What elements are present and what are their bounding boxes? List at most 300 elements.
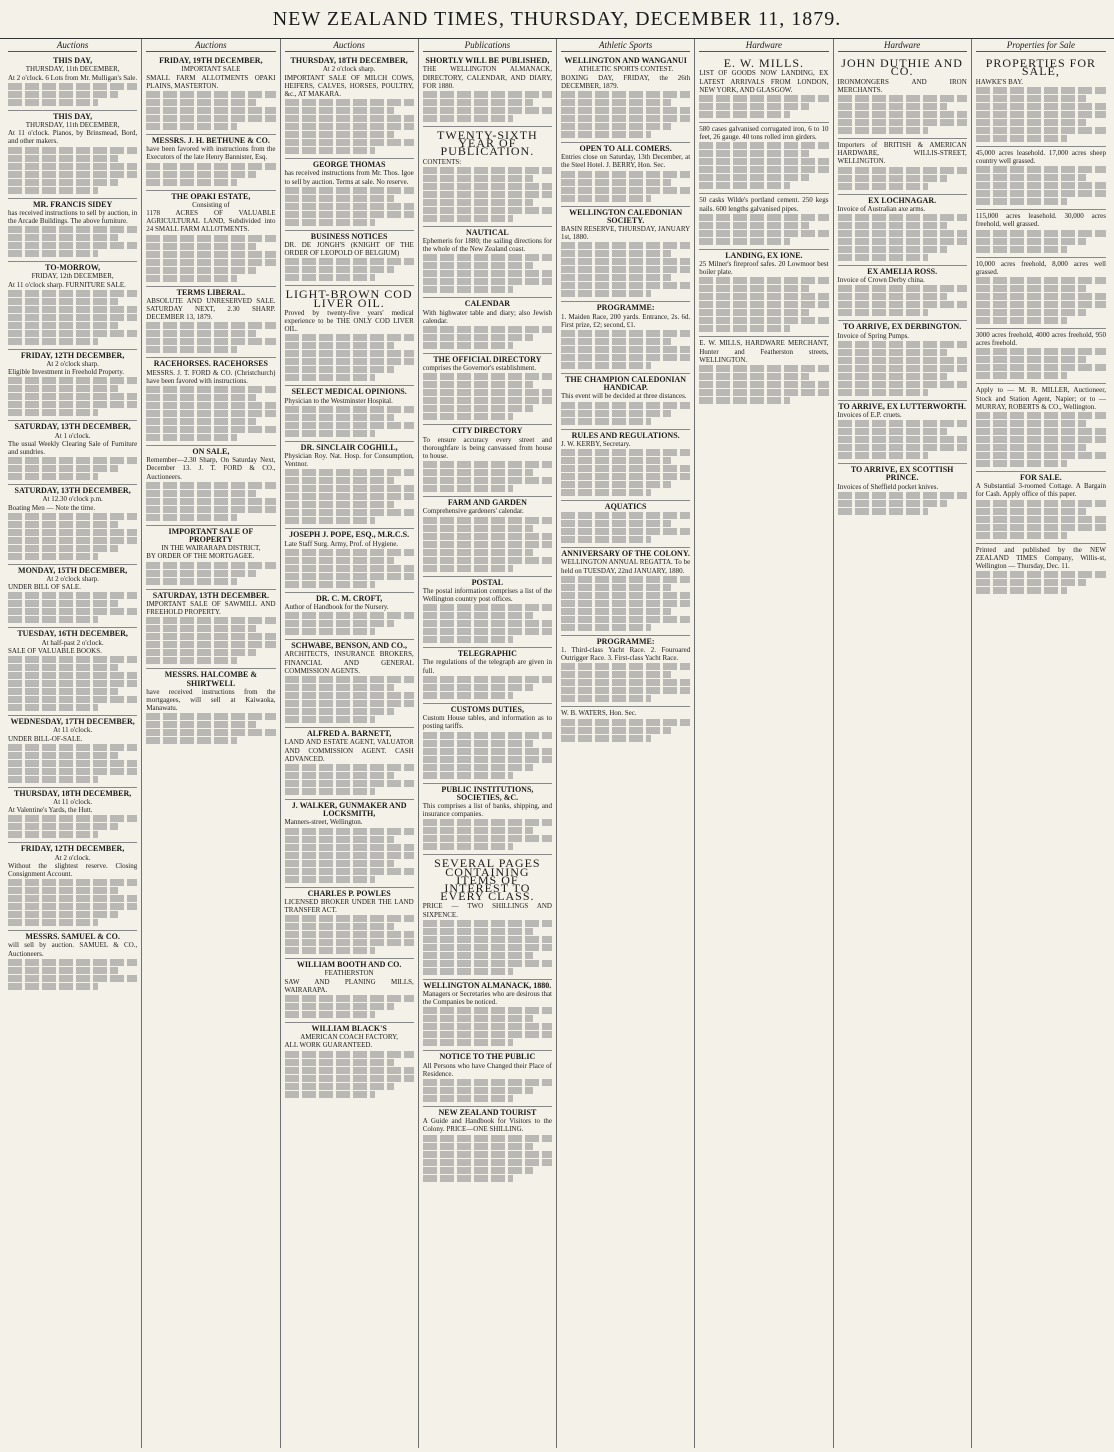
ad-body: WELLINGTON ANNUAL REGATTA. To be held on TUESDAY, 22nd JANUARY, 1880.	[561, 558, 691, 575]
ad-body: THE WELLINGTON ALMANACK, DIRECTORY, CALENDAR, AND DIARY, FOR 1880.	[422, 65, 552, 90]
text-line-placeholder	[423, 628, 552, 635]
text-line-placeholder	[561, 695, 651, 702]
ad-title: SCHWABE, BENSON, AND CO.,	[291, 641, 408, 651]
text-line-placeholder	[976, 238, 1087, 245]
text-line-placeholder	[838, 508, 928, 515]
ad-title: MESSRS. SAMUEL & CO.	[25, 932, 120, 942]
text-line-placeholder	[8, 983, 98, 990]
ad-body: DR. DE JONGH'S (KNIGHT OF THE ORDER OF LEOPOLD OF BELGIUM)	[284, 241, 414, 258]
ad-body: Custom House tables, and information as to posting tariffs.	[422, 714, 552, 731]
text-line-placeholder	[423, 167, 552, 174]
text-line-placeholder	[285, 1067, 414, 1074]
text-line-placeholder	[285, 868, 414, 875]
text-line-placeholder	[423, 827, 533, 834]
text-line-placeholder	[146, 713, 275, 720]
text-line-placeholder	[146, 386, 275, 393]
ad-display-heading: JOHN DUTHIE AND CO.	[841, 56, 963, 79]
advertisement	[976, 55, 1106, 147]
text-line-placeholder	[285, 477, 395, 484]
ad-title: NAUTICAL	[466, 227, 509, 237]
text-line-placeholder	[699, 285, 809, 292]
advertisement	[8, 565, 137, 629]
ad-subtitle: THURSDAY, 11th DECEMBER,	[25, 121, 120, 130]
ad-subtitle: IN THE WAIRARAPA DISTRICT,	[161, 544, 261, 553]
column	[419, 39, 557, 1448]
text-line-placeholder	[561, 330, 690, 337]
column	[4, 39, 142, 1448]
text-line-placeholder	[561, 123, 671, 130]
text-line-placeholder	[8, 187, 98, 194]
text-line-placeholder	[423, 262, 533, 269]
ad-body: Eligible Investment in Freehold Property.	[8, 368, 124, 377]
ad-body: UNDER BILL-OF-SALE.	[8, 734, 83, 743]
text-line-placeholder	[976, 532, 1067, 539]
text-line-placeholder	[8, 179, 118, 186]
advertisement	[285, 231, 414, 287]
text-line-placeholder	[561, 473, 690, 480]
ad-body: At 11 o'clock sharp. FURNITURE SALE.	[8, 280, 126, 289]
text-line-placeholder	[285, 501, 395, 508]
text-line-placeholder	[561, 115, 690, 122]
text-line-placeholder	[699, 309, 809, 316]
text-line-placeholder	[561, 592, 690, 599]
ad-subtitle: ATHLETIC SPORTS CONTEST.	[578, 65, 674, 74]
text-line-placeholder	[699, 222, 809, 229]
text-line-placeholder	[285, 836, 395, 843]
text-line-placeholder	[146, 346, 236, 353]
text-line-placeholder	[146, 641, 275, 648]
text-line-placeholder	[423, 1007, 552, 1014]
text-line-placeholder	[423, 286, 513, 293]
text-line-placeholder	[976, 508, 1087, 515]
ad-body: will sell by auction. SAMUEL & CO., Auctioneers.	[8, 941, 138, 958]
ad-title: EX AMELIA ROSS.	[867, 267, 938, 277]
ad-body: LICENSED BROKER UNDER THE LAND TRANSFER ACT.	[284, 897, 414, 914]
text-line-placeholder	[561, 489, 651, 496]
text-line-placeholder	[8, 680, 137, 687]
text-line-placeholder	[423, 525, 533, 532]
ad-body: The usual Weekly Clearing Sale of Furniture and sundries.	[8, 439, 138, 457]
advertisement	[838, 401, 967, 464]
ad-body: ARCHITECTS, INSURANCE BROKERS, FINANCIAL AND GENERAL COMMISSION AGENTS.	[284, 650, 414, 675]
ad-subtitle: At 11 o'clock.	[53, 726, 93, 735]
text-line-placeholder	[976, 127, 1106, 134]
text-line-placeholder	[423, 676, 552, 683]
text-line-placeholder	[8, 234, 118, 241]
text-line-placeholder	[8, 473, 98, 480]
text-line-placeholder	[838, 95, 967, 102]
column	[695, 39, 833, 1448]
ad-title: CUSTOMS DUTIES,	[450, 704, 524, 714]
ad-title: TO-MORROW,	[45, 263, 101, 273]
text-line-placeholder	[8, 967, 118, 974]
text-line-placeholder	[838, 119, 967, 126]
text-line-placeholder	[561, 258, 690, 265]
ad-body: Invoice of Spring Pumps.	[837, 331, 910, 340]
ad-subtitle: At 2 o'clock sharp.	[46, 575, 99, 584]
ad-title: GEORGE THOMAS	[312, 160, 386, 170]
text-line-placeholder	[285, 115, 414, 122]
ad-title: SATURDAY, 13TH DECEMBER.	[152, 590, 269, 600]
text-line-placeholder	[561, 131, 651, 138]
text-line-placeholder	[8, 768, 137, 775]
text-line-placeholder	[8, 656, 137, 663]
text-line-placeholder	[423, 843, 513, 850]
text-line-placeholder	[561, 338, 671, 345]
column-heading: Hardware	[699, 41, 828, 52]
text-line-placeholder	[423, 612, 533, 619]
text-line-placeholder	[976, 182, 1106, 189]
text-line-placeholder	[146, 251, 275, 258]
advertisement	[285, 640, 414, 728]
text-line-placeholder	[838, 301, 967, 308]
ad-title: FRIDAY, 12TH DECEMBER,	[20, 844, 125, 854]
text-line-placeholder	[699, 397, 789, 404]
text-line-placeholder	[8, 688, 118, 695]
text-line-placeholder	[285, 485, 414, 492]
text-line-placeholder	[8, 608, 137, 615]
advertisement	[561, 430, 690, 501]
text-line-placeholder	[423, 960, 552, 967]
advertisement	[285, 386, 414, 441]
advertisement	[423, 55, 552, 127]
text-line-placeholder	[8, 409, 98, 416]
text-line-placeholder	[285, 628, 375, 635]
advertisement	[285, 1023, 414, 1102]
ad-body: CONTENTS:	[422, 157, 462, 166]
column-heading: Athletic Sports	[561, 41, 690, 52]
ad-subtitle: At half-past 2 o'clock.	[41, 638, 104, 647]
advertisement	[976, 258, 1106, 329]
text-line-placeholder	[285, 406, 414, 413]
ad-title: CHARLES P. POWLES	[307, 888, 391, 898]
text-line-placeholder	[423, 740, 533, 747]
text-line-placeholder	[146, 330, 256, 337]
text-line-placeholder	[561, 346, 690, 353]
text-line-placeholder	[423, 968, 513, 975]
text-line-placeholder	[838, 167, 967, 174]
text-line-placeholder	[976, 372, 1067, 379]
text-line-placeholder	[423, 99, 533, 106]
text-line-placeholder	[423, 944, 552, 951]
advertisement	[285, 888, 414, 960]
text-line-placeholder	[699, 373, 809, 380]
advertisement	[699, 250, 828, 338]
text-line-placeholder	[699, 317, 828, 324]
columns-container	[4, 39, 1110, 1448]
advertisement	[561, 207, 690, 303]
text-line-placeholder	[976, 516, 1106, 523]
advertisement	[146, 526, 275, 590]
ad-body: At 11 o'clock. Pianos, by Brinsmead, Bord, and other makers.	[8, 129, 138, 146]
ad-body: Ephemeris for 1880; the sailing directions for the whole of the New Zealand coast.	[422, 237, 552, 254]
advertisement	[8, 485, 137, 565]
ad-body: With highwater table and diary; also Jewish calendar.	[422, 308, 552, 325]
ad-title: PROGRAMME:	[596, 636, 655, 646]
text-line-placeholder	[423, 469, 533, 476]
text-line-placeholder	[423, 692, 513, 699]
advertisement	[146, 446, 275, 526]
text-line-placeholder	[423, 270, 552, 277]
advertisement	[146, 669, 275, 748]
text-line-placeholder	[838, 103, 948, 110]
text-line-placeholder	[146, 617, 275, 624]
advertisement	[423, 298, 552, 354]
ad-title: WILLIAM BLACK'S	[311, 1023, 387, 1033]
text-line-placeholder	[423, 91, 552, 98]
text-line-placeholder	[285, 692, 414, 699]
ad-title: AQUATICS	[604, 502, 647, 512]
text-line-placeholder	[423, 1031, 552, 1038]
advertisement	[146, 135, 275, 191]
text-line-placeholder	[8, 696, 137, 703]
text-line-placeholder	[8, 537, 137, 544]
ad-title: PROGRAMME:	[596, 303, 655, 313]
ad-title: MR. FRANCIS SIDEY	[32, 199, 113, 209]
text-line-placeholder	[285, 620, 395, 627]
text-line-placeholder	[8, 752, 118, 759]
text-line-placeholder	[285, 187, 414, 194]
text-line-placeholder	[8, 616, 98, 623]
text-line-placeholder	[8, 760, 137, 767]
ad-title: SATURDAY, 13TH DECEMBER,	[14, 422, 131, 432]
text-line-placeholder	[285, 219, 375, 226]
advertisement	[423, 648, 552, 704]
text-line-placeholder	[423, 517, 552, 524]
text-line-placeholder	[8, 155, 118, 162]
text-line-placeholder	[423, 533, 552, 540]
ad-body: 45,000 acres leasehold. 17,000 acres sheep country well grassed.	[975, 148, 1106, 166]
text-line-placeholder	[285, 947, 375, 954]
text-line-placeholder	[146, 418, 256, 425]
text-line-placeholder	[423, 373, 552, 380]
text-line-placeholder	[146, 99, 256, 106]
ad-subtitle: FEATHERSTON	[324, 969, 374, 978]
advertisement	[423, 127, 552, 227]
advertisement	[8, 716, 137, 788]
ad-body: Late Staff Surg. Army, Prof. of Hygiene.	[284, 539, 399, 548]
text-line-placeholder	[561, 187, 690, 194]
advertisement	[838, 195, 967, 266]
text-line-placeholder	[423, 756, 552, 763]
text-line-placeholder	[976, 230, 1106, 237]
ad-display-heading: TWENTY-SIXTH YEAR OF PUBLICATION.	[437, 128, 538, 159]
ad-body: have been favored with instructions from the Executors of the late Henry Bannister, Esq.	[146, 145, 276, 162]
text-line-placeholder	[8, 99, 98, 106]
text-line-placeholder	[423, 565, 513, 572]
text-line-placeholder	[285, 195, 395, 202]
text-line-placeholder	[838, 492, 967, 499]
text-line-placeholder	[285, 581, 375, 588]
advertisement	[285, 55, 414, 159]
ad-title: PUBLIC INSTITUTIONS, SOCIETIES, &C.	[441, 784, 534, 802]
text-line-placeholder	[8, 975, 137, 982]
ad-title: MESSRS. J. H. BETHUNE & CO.	[151, 136, 270, 146]
text-line-placeholder	[561, 584, 671, 591]
advertisement	[146, 590, 275, 670]
ad-body: This comprises a list of banks, shipping, and insurance companies.	[422, 801, 552, 819]
ad-title: WELLINGTON AND WANGANUI	[564, 56, 687, 66]
text-line-placeholder	[423, 115, 513, 122]
ad-title: FARM AND GARDEN	[447, 498, 527, 508]
text-line-placeholder	[146, 275, 236, 282]
text-line-placeholder	[561, 608, 671, 615]
text-line-placeholder	[423, 549, 533, 556]
column-heading: Hardware	[838, 41, 967, 52]
text-line-placeholder	[146, 562, 275, 569]
text-line-placeholder	[285, 350, 414, 357]
ad-title: MONDAY, 15TH DECEMBER,	[18, 565, 128, 575]
text-line-placeholder	[285, 1083, 395, 1090]
text-line-placeholder	[285, 107, 395, 114]
advertisement	[8, 199, 137, 263]
text-line-placeholder	[423, 1151, 552, 1158]
text-line-placeholder	[699, 214, 828, 221]
advertisement	[561, 636, 690, 708]
text-line-placeholder	[285, 700, 414, 707]
text-line-placeholder	[285, 131, 395, 138]
ad-title: BUSINESS NOTICES	[310, 231, 388, 241]
text-line-placeholder	[561, 663, 690, 670]
text-line-placeholder	[976, 198, 1067, 205]
text-line-placeholder	[285, 565, 414, 572]
advertisement	[699, 123, 828, 194]
text-line-placeholder	[285, 1059, 395, 1066]
text-line-placeholder	[8, 314, 137, 321]
advertisement	[285, 728, 414, 800]
ad-body: A Substantial 3-roomed Cottage. A Bargain for Cash. Apply office of this paper.	[975, 482, 1106, 499]
text-line-placeholder	[561, 402, 690, 409]
text-line-placeholder	[8, 815, 137, 822]
advertisement	[146, 55, 275, 135]
text-line-placeholder	[285, 844, 414, 851]
ad-title: EX LOCHNAGAR.	[868, 195, 937, 205]
text-line-placeholder	[423, 936, 552, 943]
text-line-placeholder	[285, 612, 414, 619]
advertisement	[423, 1051, 552, 1107]
text-line-placeholder	[146, 115, 275, 122]
text-line-placeholder	[976, 317, 1067, 324]
text-line-placeholder	[423, 1143, 533, 1150]
ad-title: WILLIAM BOOTH AND CO.	[296, 960, 402, 970]
advertisement	[699, 194, 828, 249]
text-line-placeholder	[561, 679, 690, 686]
advertisement	[8, 421, 137, 485]
text-line-placeholder	[976, 301, 1106, 308]
text-line-placeholder	[8, 553, 98, 560]
text-line-placeholder	[423, 819, 552, 826]
advertisement	[423, 855, 552, 979]
ad-title: TO ARRIVE, EX DERBINGTON.	[843, 322, 962, 332]
text-line-placeholder	[423, 764, 533, 771]
text-line-placeholder	[285, 469, 414, 476]
text-line-placeholder	[285, 266, 395, 273]
text-line-placeholder	[838, 127, 928, 134]
advertisement	[285, 159, 414, 231]
text-line-placeholder	[146, 267, 256, 274]
ad-body: J. W. KERBY, Secretary.	[561, 439, 631, 448]
ad-body: Invoice of Australian axe arms.	[837, 204, 926, 213]
ad-body: ALL WORK GUARANTEED.	[284, 1041, 373, 1050]
text-line-placeholder	[423, 278, 552, 285]
ad-subtitle: IMPORTANT SALE	[181, 65, 241, 74]
column-heading: Auctions	[8, 41, 137, 52]
ad-title: DR. C. M. CROFT,	[315, 593, 383, 603]
text-line-placeholder	[8, 521, 118, 528]
text-line-placeholder	[146, 91, 275, 98]
text-line-placeholder	[561, 179, 671, 186]
text-line-placeholder	[976, 277, 1106, 284]
text-line-placeholder	[285, 772, 395, 779]
text-line-placeholder	[699, 230, 828, 237]
ad-title: ANNIVERSARY OF THE COLONY.	[561, 549, 690, 559]
ad-title: THIS DAY,	[53, 56, 93, 66]
text-line-placeholder	[561, 624, 651, 631]
text-line-placeholder	[423, 1159, 552, 1166]
text-line-placeholder	[699, 381, 828, 388]
ad-body: Without the slightest reserve. Closing Consignment Account.	[8, 861, 138, 878]
text-line-placeholder	[976, 428, 1106, 435]
text-line-placeholder	[838, 175, 948, 182]
ad-title: OPEN TO ALL COMERS.	[579, 144, 672, 154]
text-line-placeholder	[423, 1039, 513, 1046]
text-line-placeholder	[699, 158, 828, 165]
text-line-placeholder	[285, 139, 414, 146]
ad-body: 580 cases galvanised corrugated iron, 6 to 10 feet, 26 gauge. 40 tons rolled iron girders.	[699, 125, 829, 142]
text-line-placeholder	[838, 428, 948, 435]
ad-body: ABSOLUTE AND UNRESERVED SALE. SATURDAY NEXT, 2.30 SHARP. DECEMBER 13, 1879.	[146, 296, 276, 322]
advertisement	[423, 227, 552, 299]
text-line-placeholder	[976, 500, 1106, 507]
text-line-placeholder	[146, 578, 236, 585]
text-line-placeholder	[838, 341, 967, 348]
text-line-placeholder	[8, 83, 137, 90]
ad-display-heading: LIGHT-BROWN COD LIVER OIL.	[285, 287, 413, 310]
ad-subtitle: At 2 o'clock.	[54, 853, 91, 862]
text-line-placeholder	[285, 211, 414, 218]
ad-title: TO ARRIVE, EX LUTTERWORTH.	[838, 401, 966, 411]
text-line-placeholder	[976, 246, 1067, 253]
text-line-placeholder	[285, 203, 414, 210]
text-line-placeholder	[423, 334, 533, 341]
text-line-placeholder	[285, 414, 395, 421]
text-line-placeholder	[8, 919, 98, 926]
advertisement	[423, 354, 552, 425]
text-line-placeholder	[285, 860, 395, 867]
text-line-placeholder	[976, 190, 1106, 197]
advertisement	[146, 358, 275, 446]
ad-body: 10,000 acres freehold, 8,000 acres well grassed.	[975, 259, 1106, 276]
text-line-placeholder	[285, 430, 375, 437]
text-line-placeholder	[146, 633, 275, 640]
text-line-placeholder	[8, 401, 137, 408]
ad-body: has received instructions from Mr. Thos. Igoe to sell by auction. Terms at sale. No reserve.	[284, 169, 414, 186]
text-line-placeholder	[561, 195, 651, 202]
advertisement	[561, 55, 690, 143]
ad-body: Remember—2.30 Sharp, On Saturday Next, December 13. J. T. FORD & CO., Auctioneers.	[146, 456, 276, 481]
text-line-placeholder	[838, 254, 928, 261]
text-line-placeholder	[699, 150, 809, 157]
text-line-placeholder	[838, 293, 948, 300]
ad-body: To ensure accuracy every street and thoroughfare is being canvassed from house to house.	[422, 435, 552, 461]
text-line-placeholder	[285, 99, 414, 106]
ad-title: POSTAL	[471, 577, 504, 587]
text-line-placeholder	[561, 250, 671, 257]
text-line-placeholder	[976, 309, 1087, 316]
text-line-placeholder	[561, 266, 690, 273]
text-line-placeholder	[423, 1079, 552, 1086]
text-line-placeholder	[838, 222, 948, 229]
